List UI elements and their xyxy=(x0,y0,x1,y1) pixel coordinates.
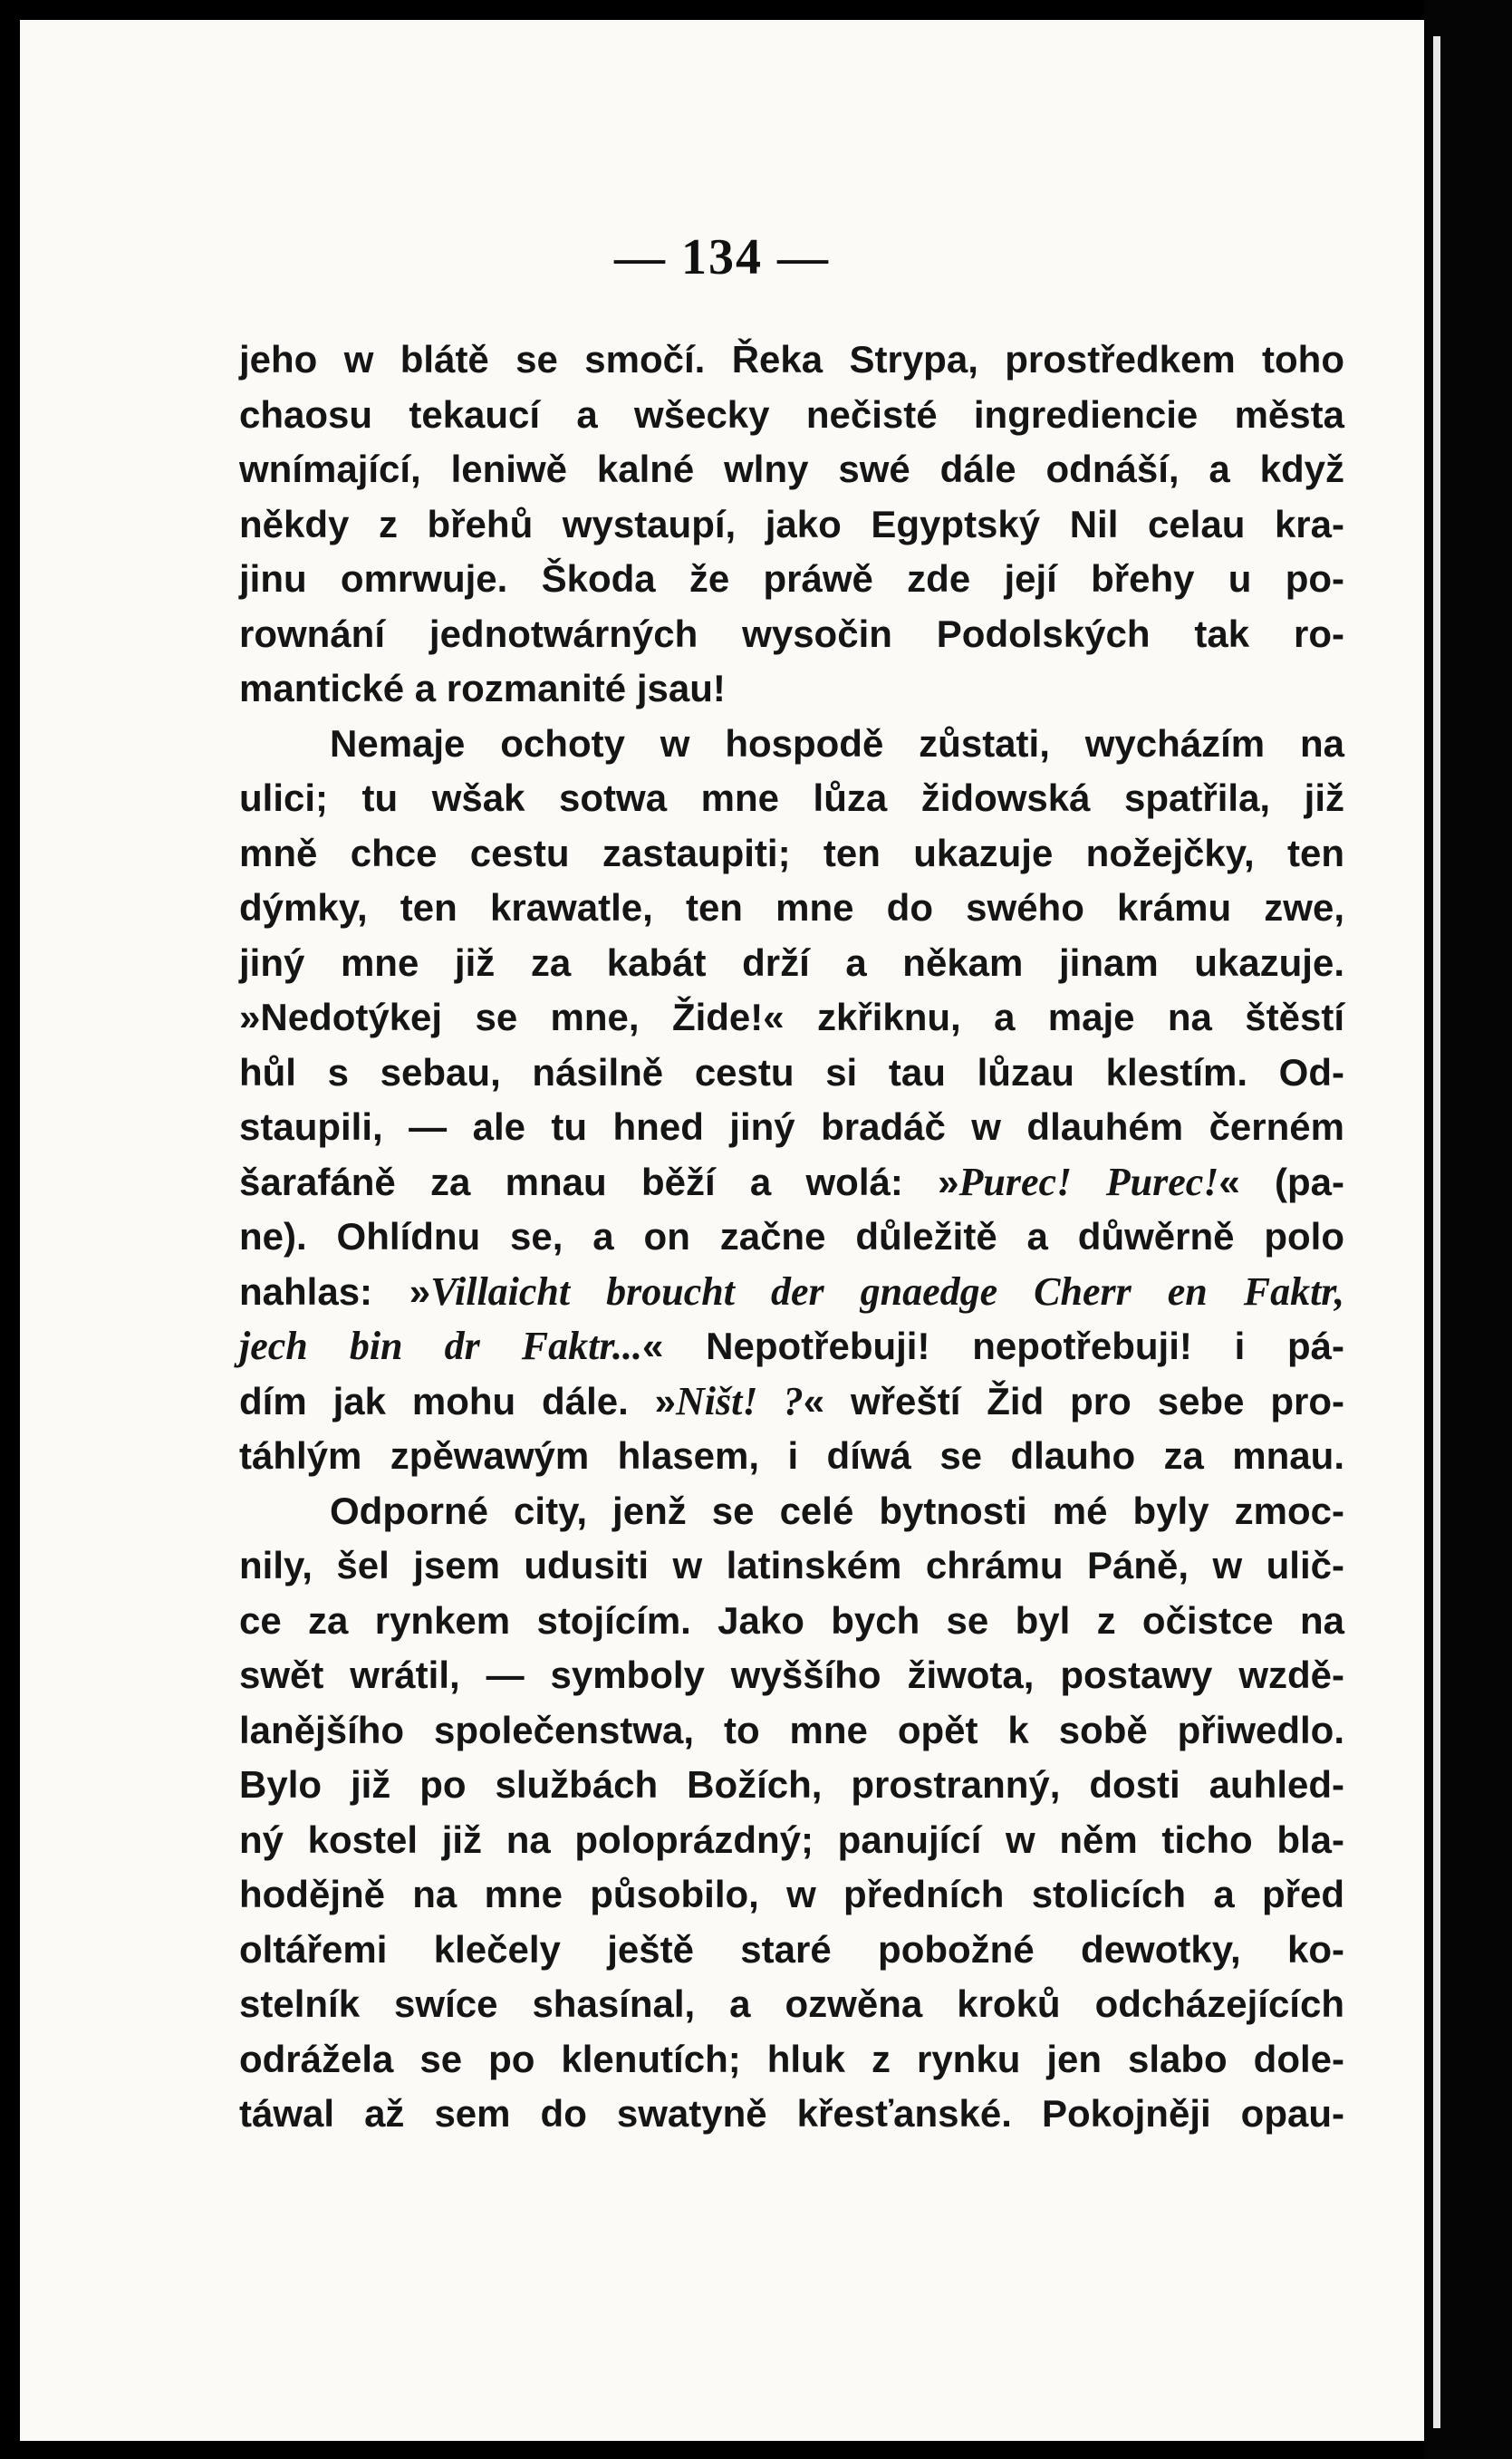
body-text xyxy=(239,333,1344,2142)
text-line: nahlas: »Villaicht broucht der gnaedge Cherr en Faktr, xyxy=(239,1268,1344,1314)
paragraph-start-line: Nemaje ochoty w hospodě zůstati, wycházím na xyxy=(330,721,1344,765)
text-line: chaosu tekaucí a wšecky nečisté ingrediencie města xyxy=(239,392,1344,436)
text-line: hůl s sebau, násilně cestu si tau lůzau klestím. Od- xyxy=(239,1050,1344,1094)
text-line: rownání jednotwárných wysočin Podolských tak ro- xyxy=(239,612,1344,655)
text-line: jeho w blátě se smočí. Řeka Strypa, prostředkem toho xyxy=(239,338,1344,381)
text-line: mně chce cestu zastaupiti; ten ukazuje nožejčky, ten xyxy=(239,831,1344,874)
text-line: ce za rynkem stojícím. Jako bych se byl z očistce na xyxy=(239,1598,1344,1642)
text-line: staupili, — ale tu hned jiný bradáč w dlauhém černém xyxy=(239,1105,1344,1148)
text-line: ulici; tu wšak sotwa mne lůza židowská spatřila, již xyxy=(239,776,1344,819)
text-line: ný kostel již na poloprázdný; panující w něm ticho bla- xyxy=(239,1818,1344,1861)
text-line: ne). Ohlídnu se, a on začne důležitě a důwěrně polo xyxy=(239,1215,1344,1258)
page-number: — 134 — xyxy=(614,229,830,285)
text-line: hodějně na mne působilo, w předních stolicích a před xyxy=(239,1873,1344,1915)
text-line: jiný mne již za kabát drží a někam jinam ukazuje. xyxy=(239,940,1344,984)
next-page-edge xyxy=(1433,36,1440,2428)
text-line: nily, šel jsem udusiti w latinském chrámu Páně, w ulič- xyxy=(239,1544,1344,1586)
paragraph-start-line: Odporné city, jenž se celé bytnosti mé byly zmoc- xyxy=(330,1489,1344,1532)
text-line: táhlým zpěwawým hlasem, i díwá se dlauho za mnau. xyxy=(239,1434,1344,1477)
text-line: dýmky, ten krawatle, ten mne do swého krámu zwe, xyxy=(239,886,1344,929)
text-line: oltářemi klečely ještě staré pobožné dewotky, ko- xyxy=(239,1927,1344,1971)
text-line: šarafáně za mnau běží a wolá: »Purec! Purec!« (pa- xyxy=(239,1159,1344,1204)
text-line: Bylo již po službách Božích, prostranný, dosti auhled- xyxy=(239,1763,1344,1806)
text-line: »Nedotýkej se mne, Žide!« zkřiknu, a maje na štěstí xyxy=(239,996,1344,1038)
text-line: swět wrátil, — symboly wyššího žiwota, postawy wzdě- xyxy=(239,1654,1344,1696)
text-line: stelník swíce shasínal, a ozwěna kroků odcházejících xyxy=(239,1982,1344,2025)
text-line: jech bin dr Faktr...« Nepotřebuji! nepotřebuji! i pá- xyxy=(239,1324,1344,1368)
text-line: táwal až sem do swatyně křesťanské. Pokojněji opau- xyxy=(239,2092,1344,2135)
text-line: wnímající, leniwě kalné wlny swé dále odnáší, a když xyxy=(239,448,1344,490)
text-line: jinu omrwuje. Škoda že práwě zde její břehy u po- xyxy=(239,557,1344,600)
text-line: dím jak mohu dále. »Ništ! ?« wřeští Žid pro sebe pro- xyxy=(239,1378,1344,1423)
text-line: lanějšího společenstwa, to mne opět k sobě přiwedlo. xyxy=(239,1708,1344,1751)
book-page xyxy=(20,20,1424,2441)
text-line: odrážela se po klenutích; hluk z rynku jen slabo dole- xyxy=(239,2037,1344,2080)
scan-border xyxy=(1424,0,1512,2459)
text-line: mantické a rozmanité jsau! xyxy=(239,667,726,709)
text-line: někdy z břehů wystaupí, jako Egyptský Nil celau kra- xyxy=(239,502,1344,545)
